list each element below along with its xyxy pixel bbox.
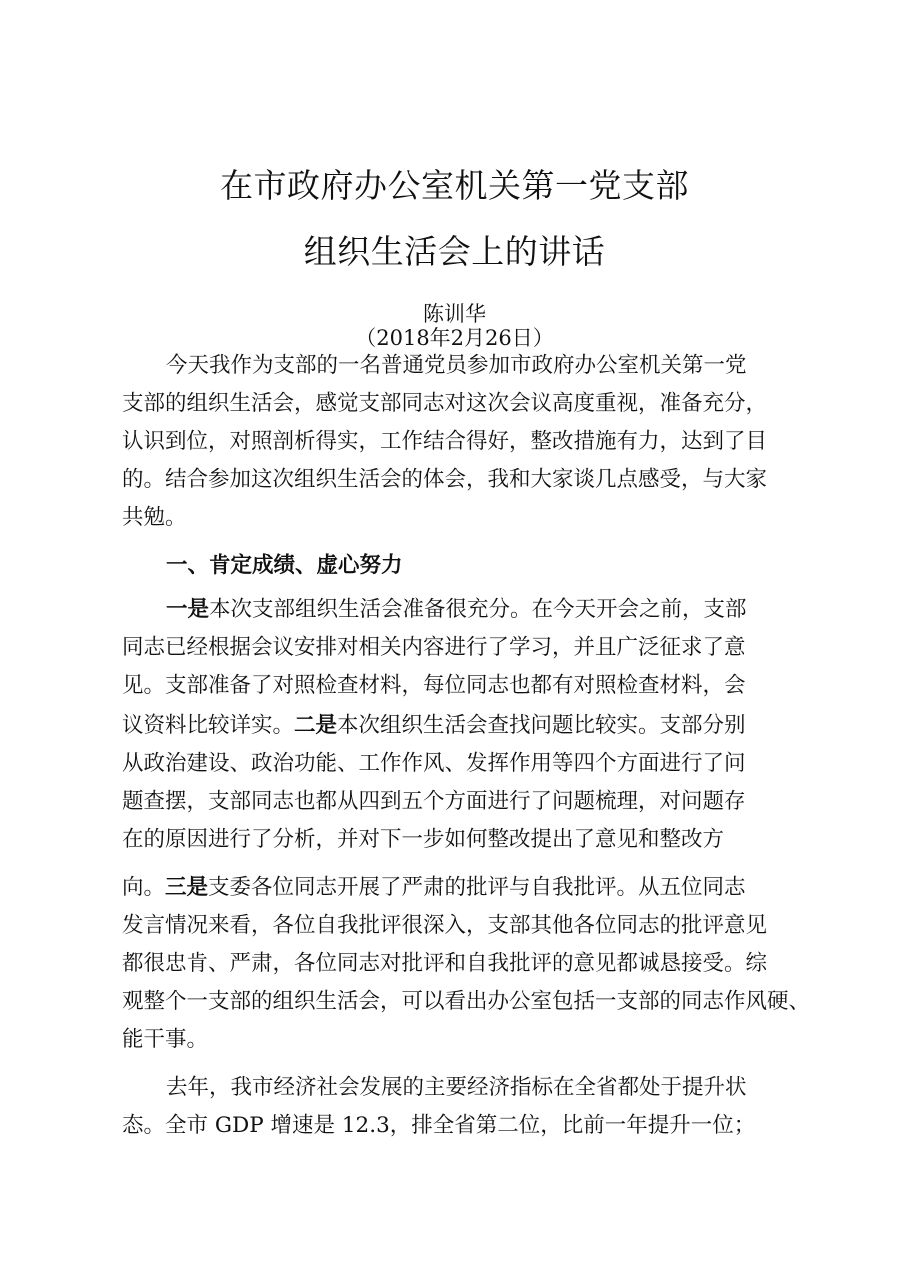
paragraph-2-line-10: 都很忠肯、严肃，各位同志对批评和自我批评的意见都诚恳接受。综 — [122, 951, 768, 976]
section-1-heading: 一、肯定成绩、虚心努力 — [166, 553, 403, 578]
paragraph-2-line-3: 见。支部准备了对照检查材料，每位同志也都有对照检查材料，会 — [122, 673, 746, 698]
author-name: 陈训华 — [423, 302, 486, 326]
paragraph-2-line-8 — [122, 874, 746, 902]
paragraph-2-line-5: 从政治建设、政治功能、工作作风、发挥作用等四个方面进行了问 — [122, 751, 746, 776]
paragraph-2-line-4 — [122, 712, 746, 740]
speech-date: （2018年2月26日） — [355, 326, 554, 350]
paragraph-2-line-11: 观整个一支部的组织生活会，可以看出办公室包括一支部的同志作风硬、 — [122, 989, 811, 1014]
paragraph-1-line-5: 共勉。 — [122, 505, 187, 530]
document-title-line-1: 在市政府办公室机关第一党支部 — [220, 166, 689, 205]
document-title-line-2: 组织生活会上的讲话 — [303, 232, 606, 271]
point-two-label: 二是 — [294, 713, 338, 738]
paragraph-3-line-2: 态。全市 GDP 增速是 12.3，排全省第二位，比前一年提升一位； — [122, 1113, 756, 1138]
paragraph-1-line-3: 认识到位，对照剖析得实，工作结合得好，整改措施有力，达到了目 — [122, 429, 768, 454]
paragraph-2-line-9: 发言情况来看，各位自我批评很深入，支部其他各位同志的批评意见 — [122, 913, 768, 938]
paragraph-1-line-2: 支部的组织生活会，感觉支部同志对这次会议高度重视，准备充分， — [122, 391, 768, 416]
point-one-text: 本次支部组织生活会准备很充分。在今天开会之前，支部 — [209, 597, 747, 622]
paragraph-1-line-1: 今天我作为支部的一名普通党员参加市政府办公室机关第一党 — [166, 353, 747, 378]
point-two-lead-text: 议资料比较详实。 — [122, 713, 295, 738]
point-two-text: 本次组织生活会查找问题比较实。支部分别 — [337, 713, 746, 738]
point-three-label: 三是 — [165, 875, 209, 900]
paragraph-2-line-7: 在的原因进行了分析，并对下一步如何整改提出了意见和整改方 — [122, 827, 725, 852]
paragraph-2-line-1 — [166, 596, 747, 624]
point-three-lead-text: 向。 — [122, 875, 166, 900]
point-three-text: 支委各位同志开展了严肃的批评与自我批评。从五位同志 — [208, 875, 746, 900]
paragraph-2-line-2: 同志已经根据会议安排对相关内容进行了学习，并且广泛征求了意 — [122, 635, 746, 660]
paragraph-2-line-6: 题查摆，支部同志也都从四到五个方面进行了问题梳理，对问题存 — [122, 789, 746, 814]
paragraph-1-line-4: 的。结合参加这次组织生活会的体会，我和大家谈几点感受，与大家 — [122, 467, 768, 492]
point-one-label: 一是 — [166, 597, 210, 622]
paragraph-3-line-1: 去年，我市经济社会发展的主要经济指标在全省都处于提升状 — [166, 1075, 747, 1100]
paragraph-2-line-12: 能干事。 — [122, 1027, 209, 1052]
